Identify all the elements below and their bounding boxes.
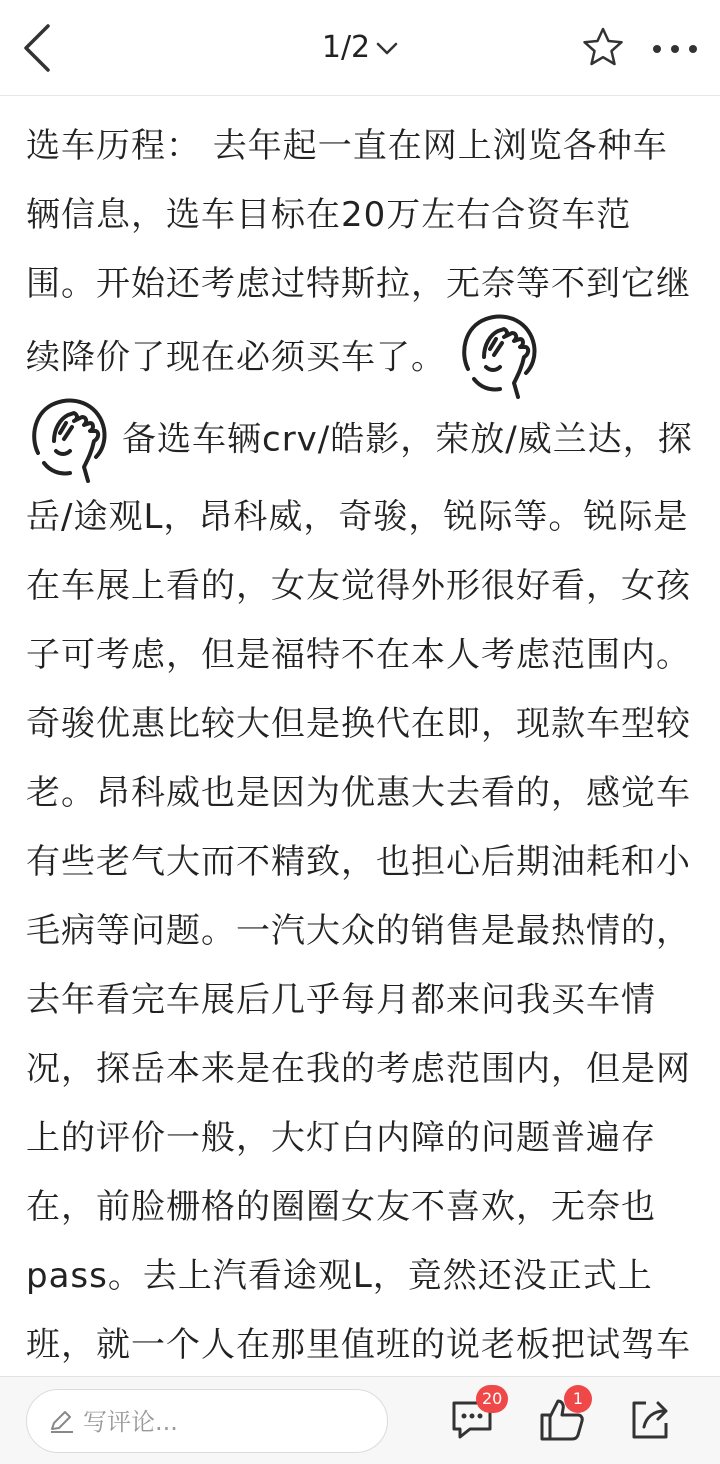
article-text-2: 备选车辆crv/皓影，荣放/威兰达，探岳/途观L，昂科威，奇骏，锐际等。锐际是在车展上看的，女友觉得外形很好看，女孩子可考虑，但是福特不在本人考虑范围内。奇骏优惠比较大但是换代在即，现款车型较老。昂科威也是因为优惠大去看的，感觉车有些老气大而不精致，也担心后期油耗和小毛病等问题。一汽大众的销售是最热情的，去年看完车展后几乎每月都来问我买车情况，探岳本来是在我的考虑范围内，但是网上的评价一般，大灯白内障的问题普遍存在，前脸栅格的圈圈女友不喜欢，无奈也pass。去上汽看途观L，竟然还没正式上班，就一个人在那里值班的说老板把试驾车 [26, 419, 693, 1365]
facepalm-emoji-icon [456, 309, 542, 399]
like-button[interactable] [538, 1389, 586, 1443]
facepalm-emoji-icon [26, 393, 112, 483]
comments-button[interactable] [448, 1389, 503, 1443]
star-outline-icon[interactable] [582, 26, 624, 68]
comment-input-box[interactable] [26, 1389, 388, 1453]
chevron-down-icon [376, 41, 398, 57]
article-body [26, 112, 700, 1372]
article-text-1: 选车历程： 去年起一直在网上浏览各种车辆信息，选车目标在20万左右合资车范围。开始还考虑过特斯拉，无奈等不到它继续降价了现在必须买车了。 [26, 126, 691, 378]
article-paragraph [26, 112, 700, 399]
article-paragraph [26, 399, 700, 1449]
share-button[interactable] [626, 1395, 674, 1443]
page-indicator: 1/2 [321, 30, 371, 65]
pen-icon [49, 1410, 75, 1434]
comment-count-badge: 20 [476, 1385, 508, 1413]
more-dots-icon[interactable] [652, 44, 698, 54]
like-count-badge: 1 [564, 1385, 592, 1413]
bottom-action-bar [0, 1376, 720, 1464]
share-icon [626, 1395, 674, 1443]
comment-input[interactable] [81, 1400, 375, 1444]
top-nav-bar [0, 0, 720, 96]
